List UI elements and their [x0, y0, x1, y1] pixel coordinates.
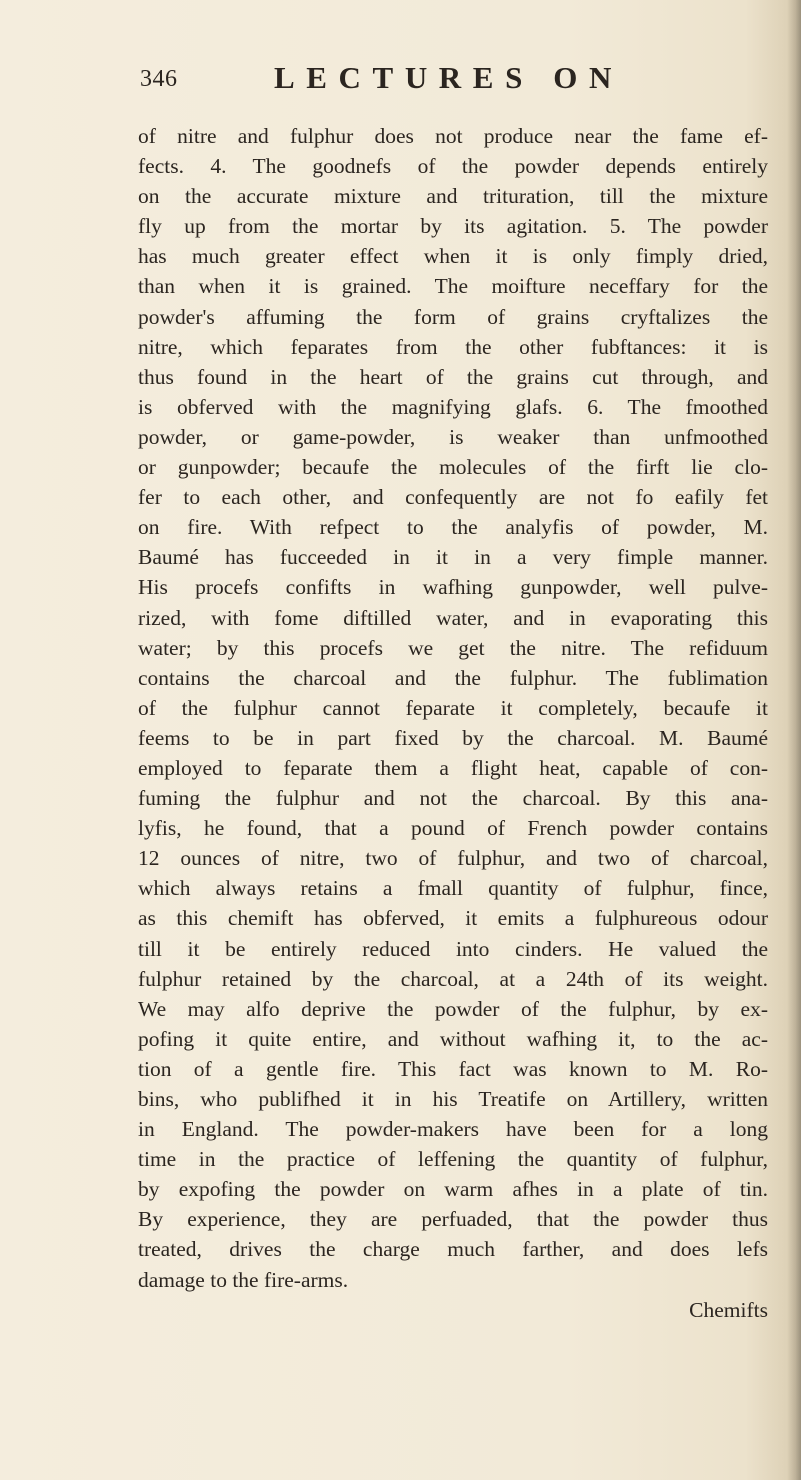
page-header	[140, 60, 740, 104]
text-line: Baumé has fucceeded in it in a very fimple manner.	[138, 545, 768, 570]
text-line: which always retains a fmall quantity of fulphur, fince,	[138, 876, 768, 901]
text-line: powder's affuming the form of grains cryftalizes the	[138, 304, 768, 329]
text-line: till it be entirely reduced into cinders. He valued the	[138, 936, 768, 961]
text-line: tion of a gentle fire. This fact was known to M. Ro-	[138, 1056, 768, 1081]
text-line: We may alfo deprive the powder of the fulphur, by ex-	[138, 996, 768, 1021]
text-line: fects. 4. The goodnefs of the powder depends entirely	[138, 154, 768, 179]
text-line: contains the charcoal and the fulphur. The fublimation	[138, 665, 768, 690]
text-line: powder, or game-powder, is weaker than unfmoothed	[138, 424, 768, 449]
text-line: or gunpowder; becaufe the molecules of the firft lie clo-	[138, 455, 768, 480]
text-line: water; by this procefs we get the nitre. The refiduum	[138, 635, 768, 660]
text-line: fly up from the mortar by its agitation. 5. The powder	[138, 214, 768, 239]
text-line: time in the practice of leffening the quantity of fulphur,	[138, 1147, 768, 1172]
catchword: Chemifts	[689, 1297, 768, 1322]
text-line: than when it is grained. The moifture neceffary for the	[138, 274, 768, 299]
running-head: LECTURES ON	[274, 60, 623, 95]
text-line: rized, with fome diftilled water, and in evaporating this	[138, 605, 768, 630]
body-text	[138, 121, 768, 1325]
text-line: 12 ounces of nitre, two of fulphur, and two of charcoal,	[138, 846, 768, 871]
text-line: employed to feparate them a flight heat, capable of con-	[138, 755, 768, 780]
text-line: damage to the fire-arms.	[138, 1267, 349, 1292]
text-line: has much greater effect when it is only fimply dried,	[138, 244, 768, 269]
text-line: fuming the fulphur and not the charcoal. By this ana-	[138, 786, 768, 811]
text-line: By experience, they are perfuaded, that the powder thus	[138, 1207, 768, 1232]
text-line: bins, who publifhed it in his Treatife on Artillery, written	[138, 1087, 768, 1111]
text-line: lyfis, he found, that a pound of French powder contains	[138, 816, 768, 841]
text-line: His procefs confifts in wafhing gunpowder, well pulve-	[138, 575, 768, 600]
text-line: nitre, which feparates from the other fubftances: it is	[138, 334, 768, 359]
text-line: is obferved with the magnifying glafs. 6. The fmoothed	[138, 394, 768, 419]
page-number: 346	[140, 66, 178, 92]
text-line: thus found in the heart of the grains cut through, and	[138, 364, 768, 389]
text-line: fer to each other, and confequently are not fo eafily fet	[138, 485, 768, 510]
text-line: by expofing the powder on warm afhes in a plate of tin.	[138, 1177, 768, 1202]
page-edge-shadow	[787, 0, 801, 1480]
text-line: feems to be in part fixed by the charcoal. M. Baumé	[138, 725, 768, 750]
text-line: in England. The powder-makers have been for a long	[138, 1117, 768, 1142]
text-line: fulphur retained by the charcoal, at a 24th of its weight.	[138, 966, 768, 991]
text-line: treated, drives the charge much farther, and does lefs	[138, 1237, 768, 1262]
text-line: as this chemift has obferved, it emits a fulphureous odour	[138, 906, 768, 931]
text-line: on the accurate mixture and trituration, till the mixture	[138, 184, 768, 209]
text-line: on fire. With refpect to the analyfis of powder, M.	[138, 515, 768, 540]
text-line: of the fulphur cannot feparate it completely, becaufe it	[138, 695, 768, 720]
text-line: pofing it quite entire, and without wafhing it, to the ac-	[138, 1026, 768, 1051]
text-line: of nitre and fulphur does not produce near the fame ef-	[138, 124, 768, 148]
